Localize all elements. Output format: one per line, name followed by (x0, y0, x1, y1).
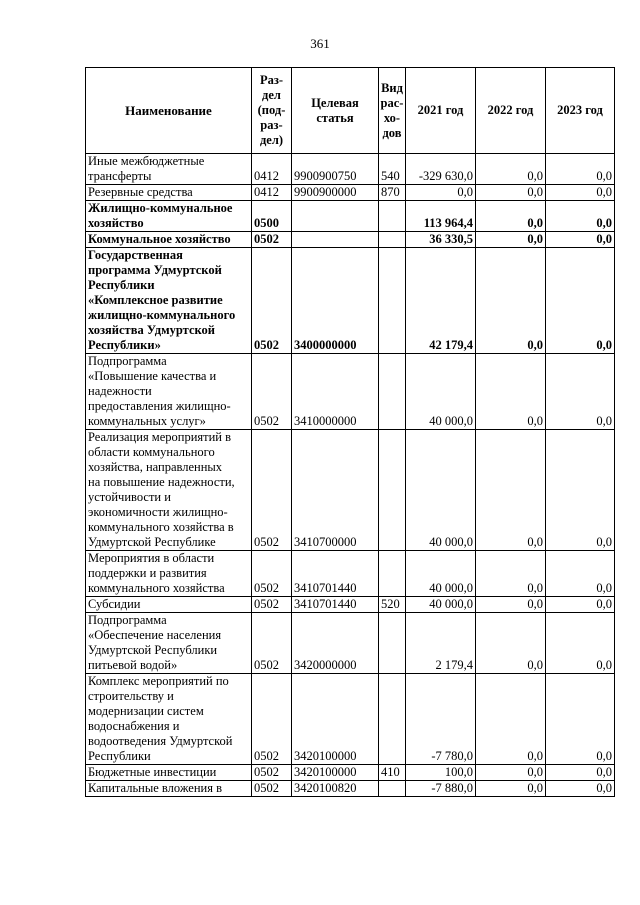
cell-name: Бюджетные инвестиции (86, 765, 252, 781)
cell-name: Капитальные вложения в (86, 781, 252, 797)
cell-section: 0502 (252, 232, 292, 248)
cell-expense-type: 540 (379, 154, 406, 185)
table-row (86, 154, 615, 185)
header-2023: 2023 год (546, 68, 615, 154)
cell-target: 3410000000 (292, 354, 379, 430)
cell-2023: 0,0 (546, 613, 615, 674)
table-row (86, 765, 615, 781)
cell-2021: -7 880,0 (406, 781, 476, 797)
cell-section: 0502 (252, 430, 292, 551)
header-target: Целевая статья (292, 68, 379, 154)
cell-2023: 0,0 (546, 248, 615, 354)
cell-target: 3420100820 (292, 781, 379, 797)
cell-name: Иные межбюджетные трансферты (86, 154, 252, 185)
cell-2021: -7 780,0 (406, 674, 476, 765)
cell-name: Комплекс мероприятий по строительству и модернизации систем водоснабжения и водоотведения Удмуртской Республики (86, 674, 252, 765)
table-row (86, 781, 615, 797)
cell-2023: 0,0 (546, 201, 615, 232)
cell-expense-type: 870 (379, 185, 406, 201)
cell-2021: 40 000,0 (406, 597, 476, 613)
cell-expense-type (379, 430, 406, 551)
cell-expense-type (379, 613, 406, 674)
cell-target: 3420100000 (292, 674, 379, 765)
table-row (86, 232, 615, 248)
cell-section: 0502 (252, 781, 292, 797)
cell-2022: 0,0 (476, 597, 546, 613)
table-row (86, 551, 615, 597)
cell-section: 0502 (252, 613, 292, 674)
cell-target: 3420000000 (292, 613, 379, 674)
cell-target: 3410700000 (292, 430, 379, 551)
cell-section: 0502 (252, 354, 292, 430)
cell-2023: 0,0 (546, 551, 615, 597)
cell-2022: 0,0 (476, 674, 546, 765)
cell-name: Реализация мероприятий в области коммунального хозяйства, направленных на повышение надежности, устойчивости и экономичности жилищно- коммунального хозяйства в Удмуртской Республике (86, 430, 252, 551)
cell-2021: 113 964,4 (406, 201, 476, 232)
cell-name: Мероприятия в области поддержки и развития коммунального хозяйства (86, 551, 252, 597)
cell-2023: 0,0 (546, 185, 615, 201)
page-number: 361 (310, 36, 330, 51)
cell-2022: 0,0 (476, 613, 546, 674)
cell-section: 0502 (252, 551, 292, 597)
cell-target: 3420100000 (292, 765, 379, 781)
cell-section: 0412 (252, 185, 292, 201)
table-header-row (86, 68, 615, 154)
cell-2022: 0,0 (476, 551, 546, 597)
cell-2021: 0,0 (406, 185, 476, 201)
cell-target: 3410701440 (292, 597, 379, 613)
cell-name: Коммунальное хозяйство (86, 232, 252, 248)
table-row (86, 354, 615, 430)
cell-2023: 0,0 (546, 232, 615, 248)
cell-2021: 40 000,0 (406, 430, 476, 551)
budget-table (85, 67, 615, 797)
cell-target (292, 232, 379, 248)
cell-2021: 36 330,5 (406, 232, 476, 248)
header-name: Наименование (86, 68, 252, 154)
cell-2021: 42 179,4 (406, 248, 476, 354)
cell-section: 0502 (252, 248, 292, 354)
cell-2022: 0,0 (476, 430, 546, 551)
cell-expense-type (379, 354, 406, 430)
cell-expense-type (379, 232, 406, 248)
cell-target: 3410701440 (292, 551, 379, 597)
cell-2023: 0,0 (546, 674, 615, 765)
cell-target: 9900900750 (292, 154, 379, 185)
cell-2021: 100,0 (406, 765, 476, 781)
cell-name: Резервные средства (86, 185, 252, 201)
table-row (86, 201, 615, 232)
cell-2022: 0,0 (476, 185, 546, 201)
cell-2022: 0,0 (476, 154, 546, 185)
cell-expense-type (379, 674, 406, 765)
table-row (86, 248, 615, 354)
header-2021: 2021 год (406, 68, 476, 154)
cell-2022: 0,0 (476, 354, 546, 430)
table-row (86, 185, 615, 201)
header-2022: 2022 год (476, 68, 546, 154)
cell-name: Жилищно-коммунальное хозяйство (86, 201, 252, 232)
cell-expense-type (379, 781, 406, 797)
cell-expense-type (379, 248, 406, 354)
cell-section: 0502 (252, 597, 292, 613)
cell-expense-type: 410 (379, 765, 406, 781)
cell-expense-type: 520 (379, 597, 406, 613)
cell-section: 0412 (252, 154, 292, 185)
cell-2022: 0,0 (476, 781, 546, 797)
cell-2021: 40 000,0 (406, 354, 476, 430)
cell-2022: 0,0 (476, 232, 546, 248)
cell-2023: 0,0 (546, 154, 615, 185)
cell-2023: 0,0 (546, 781, 615, 797)
cell-name: Государственная программа Удмуртской Республики «Комплексное развитие жилищно-коммунального хозяйства Удмуртской Республики» (86, 248, 252, 354)
cell-2021: 40 000,0 (406, 551, 476, 597)
cell-target: 9900900000 (292, 185, 379, 201)
cell-expense-type (379, 201, 406, 232)
cell-2023: 0,0 (546, 765, 615, 781)
header-expense-type: Вид рас- хо- дов (379, 68, 406, 154)
cell-2023: 0,0 (546, 354, 615, 430)
table-row (86, 674, 615, 765)
cell-name: Субсидии (86, 597, 252, 613)
cell-2021: 2 179,4 (406, 613, 476, 674)
cell-name: Подпрограмма «Повышение качества и надежности предоставления жилищно- коммунальных услуг» (86, 354, 252, 430)
cell-2021: -329 630,0 (406, 154, 476, 185)
cell-section: 0500 (252, 201, 292, 232)
cell-name: Подпрограмма «Обеспечение населения Удмуртской Республики питьевой водой» (86, 613, 252, 674)
cell-section: 0502 (252, 674, 292, 765)
cell-2022: 0,0 (476, 248, 546, 354)
cell-2022: 0,0 (476, 765, 546, 781)
cell-section: 0502 (252, 765, 292, 781)
cell-target (292, 201, 379, 232)
table-row (86, 597, 615, 613)
cell-2023: 0,0 (546, 597, 615, 613)
table-row (86, 430, 615, 551)
cell-2023: 0,0 (546, 430, 615, 551)
cell-2022: 0,0 (476, 201, 546, 232)
table-row (86, 613, 615, 674)
header-section: Раз- дел (под- раз- дел) (252, 68, 292, 154)
cell-target: 3400000000 (292, 248, 379, 354)
cell-expense-type (379, 551, 406, 597)
